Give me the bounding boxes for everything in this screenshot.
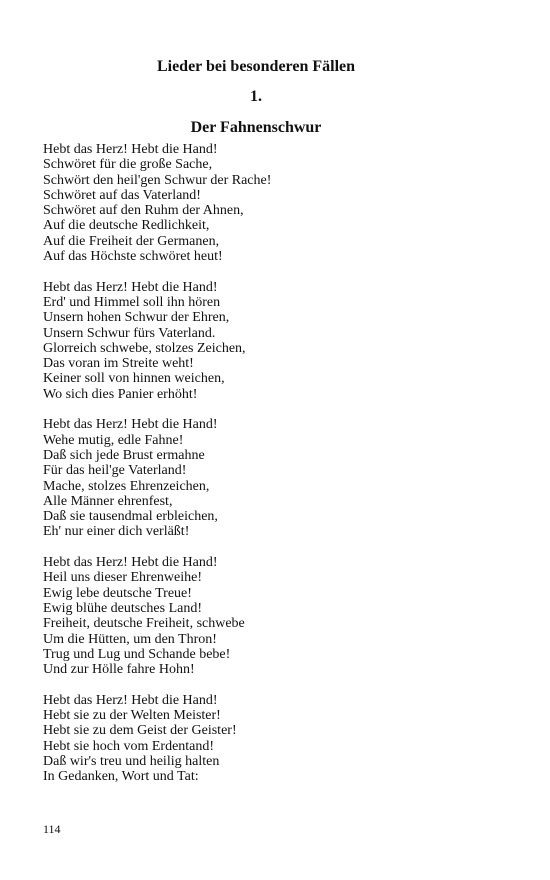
verse-line: Hebt sie zu der Welten Meister! (43, 707, 221, 723)
poem (43, 142, 483, 800)
verse-line: Schwöret für die große Sache, (43, 157, 213, 173)
section-title: Lieder bei besonderen Fällen (156, 58, 356, 75)
verse-line: Wo sich dies Panier erhöht! (43, 386, 198, 402)
verse-line: Erd' und Himmel soll ihn hören (43, 294, 221, 310)
verse-line: In Gedanken, Wort und Tat: (43, 769, 199, 785)
verse-line: Hebt das Herz! Hebt die Hand! (43, 279, 218, 295)
verse-line: Heil uns dieser Ehrenweihe! (43, 570, 202, 586)
stanza-3 (43, 417, 483, 539)
verse-line: Glorreich schwebe, stolzes Zeichen, (43, 340, 246, 356)
verse-line: Daß wir's treu und heilig halten (43, 753, 220, 769)
stanza-4 (43, 555, 483, 677)
verse-line: Das voran im Streite weht! (43, 356, 194, 372)
song-number: 1. (250, 88, 262, 105)
verse-line: Hebt das Herz! Hebt die Hand! (43, 692, 218, 708)
verse-line: Ewig lebe deutsche Treue! (43, 585, 192, 601)
verse-line: Alle Männer ehrenfest, (43, 493, 173, 509)
verse-line: Hebt sie zu dem Geist der Geister! (43, 723, 237, 739)
verse-line: Trug und Lug und Schande bebe! (43, 646, 231, 662)
stanza-1 (43, 142, 483, 264)
stanza-5 (43, 693, 483, 785)
verse-line: Wehe mutig, edle Fahne! (43, 432, 184, 448)
verse-line: Auf die deutsche Redlichkeit, (43, 218, 210, 234)
song-title: Der Fahnenschwur (190, 119, 322, 136)
verse-line: Um die Hütten, um den Thron! (43, 631, 217, 647)
verse-line: Daß sie tausendmal erbleichen, (43, 509, 218, 525)
verse-line: Freiheit, deutsche Freiheit, schwebe (43, 616, 245, 632)
verse-line: Daß sich jede Brust ermahne (43, 447, 205, 463)
stanza-2 (43, 280, 483, 402)
verse-line: Hebt das Herz! Hebt die Hand! (43, 142, 218, 157)
verse-line: Hebt das Herz! Hebt die Hand! (43, 555, 218, 571)
verse-line: Schwöret auf das Vaterland! (43, 187, 201, 203)
verse-line: Unsern hohen Schwur der Ehren, (43, 310, 230, 326)
verse-line: Unsern Schwur fürs Vaterland. (43, 325, 216, 341)
verse-line: Für das heil'ge Vaterland! (43, 463, 187, 479)
verse-line: Auf die Freiheit der Germanen, (43, 233, 220, 249)
verse-line: Ewig blühe deutsches Land! (43, 600, 203, 616)
page-number: 114 (43, 822, 61, 836)
verse-line: Hebt das Herz! Hebt die Hand! (43, 417, 218, 433)
verse-line: Schwört den heil'gen Schwur der Rache! (43, 172, 272, 188)
verse-line: Und zur Hölle fahre Hohn! (43, 662, 195, 678)
verse-line: Eh' nur einer dich verläßt! (43, 524, 190, 540)
verse-line: Schwöret auf den Ruhm der Ahnen, (43, 203, 244, 219)
verse-line: Mache, stolzes Ehrenzeichen, (43, 478, 210, 494)
verse-line: Auf das Höchste schwöret heut! (43, 249, 223, 265)
verse-line: Keiner soll von hinnen weichen, (43, 371, 225, 387)
verse-line: Hebt sie hoch vom Erdentand! (43, 738, 215, 754)
